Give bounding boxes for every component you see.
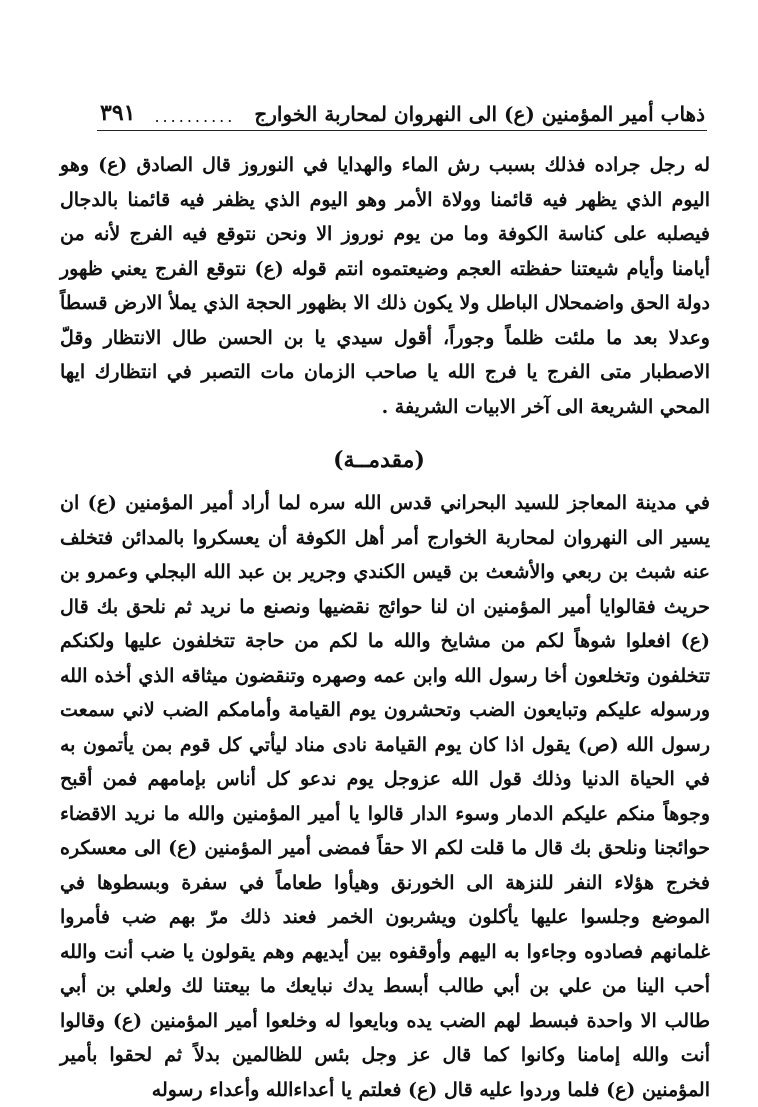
main-paragraph-text: في مدينة المعاجز للسيد البحراني قدس الله سره لما أراد أمير المؤمنين (ع) ان يسير الى النهروان لمحاربة الخوارج أمر أهل الكوفة أن يعسكروا بالمدائن فتخلف عنه شبث بن ربعي والأشعث بن قيس الكندي وجرير بن عبد الله البجلي وعمرو بن حريث فقالوايا أمير المؤمنين ان لنا حوائج نقضيها ونصنع ما نريد ثم نلحق بك قال (ع) افعلوا شوهاً لكم من مشايخ والله ما لكم من حاجة تتخلفون عليها ولكنكم تتخلفون وتخلعون أخا رسول الله وابن عمه وصهره وتنقضون ميثاقه الذي أخذه الله ورسوله عليكم وتبايعون الضب وتحشرون يوم القيامة وأمامكم الضب لاني سمعت رسول الله (ص) يقول اذا كان يوم القيامة نادى مناد ليأتي كل قوم بمن يأتمون به في الحياة الدنيا وذلك قول الله عزوجل يوم ندعو كل أناس بإمامهم فمن أقبح وجوهاً منكم عليكم الدمار وسوء الدار قالوا يا أمير المؤمنين والله ما نريد الاقضاء حوائجنا ونلحق بك قال ما قلت لكم الا حقاً فمضى أمير المؤمنين (ع) الى معسكره فخرج هؤلاء النفر للنزهة الى الخورنق وهيأوا طعاماً في سفرة وبسطوها في الموضع وجلسوا عليها يأكلون ويشربون الخمر فعند ذلك مرّ بهم ضب فأمروا غلمانهم فصادوه وجاءوا به اليهم وأوقفوه بين أيديهم وهم يقولون يا ضب أنت والله أحب الينا من علي بن أبي طالب أبسط يدك نبايعك ما بيعتنا لك ولعلي بن أبي طالب الا واحدة فبسط لهم الضب يده وبايعوا له وخلعوا أمير المؤمنين (ع) وقالوا أنت والله إمامنا وكانوا كما قال عز وجل بئس للظالمين بدلاً ثم لحقوا بأمير المؤمنين (ع) فلما وردوا عليه قال (ع) فعلتم يا أعداءالله وأعداء رسوله: [60, 492, 711, 1101]
section-heading: (مقدمــة): [333, 447, 425, 473]
header-rule: [97, 130, 707, 131]
page-header: [100, 88, 705, 126]
leader-dots: ..........: [154, 107, 236, 126]
running-title: ذهاب أمير المؤمنين (ع) الى النهروان لمحاربة الخوارج: [254, 102, 705, 126]
top-paragraph-text: له رجل جراده فذلك بسبب رش الماء والهدايا في النوروز قال الصادق (ع) وهو اليوم الذي يظهر فيه قائمنا وولاة الأمر وهو اليوم الذي يظفر فيه قائمنا بالدجال فيصلبه على كناسة الكوفة وما من يوم نوروز الا ونحن نتوقع فيه الفرج لأنه من أيامنا وأيام شيعتنا حفظته العجم وضيعتموه انتم قوله (ع) نتوقع الفرج يعني ظهور دولة الحق واضمحلال الباطل ولا يكون ذلك الا بظهور الحجة الذي يملأ الارض قسطاً وعدلا بعد ما ملئت ظلماً وجوراً، أقول سيدي يا بن الحسن طال الانتظار وقلّ الاصطبار متى الفرج يا فرج الله يا صاحب الزمان مات التصبر في انتظارك ايها المحي الشريعة الى آخر الابيات الشريفة .: [60, 154, 710, 418]
main-paragraph: [60, 486, 710, 1107]
page-number: ٣٩١: [100, 100, 136, 126]
top-paragraph: [60, 148, 710, 424]
